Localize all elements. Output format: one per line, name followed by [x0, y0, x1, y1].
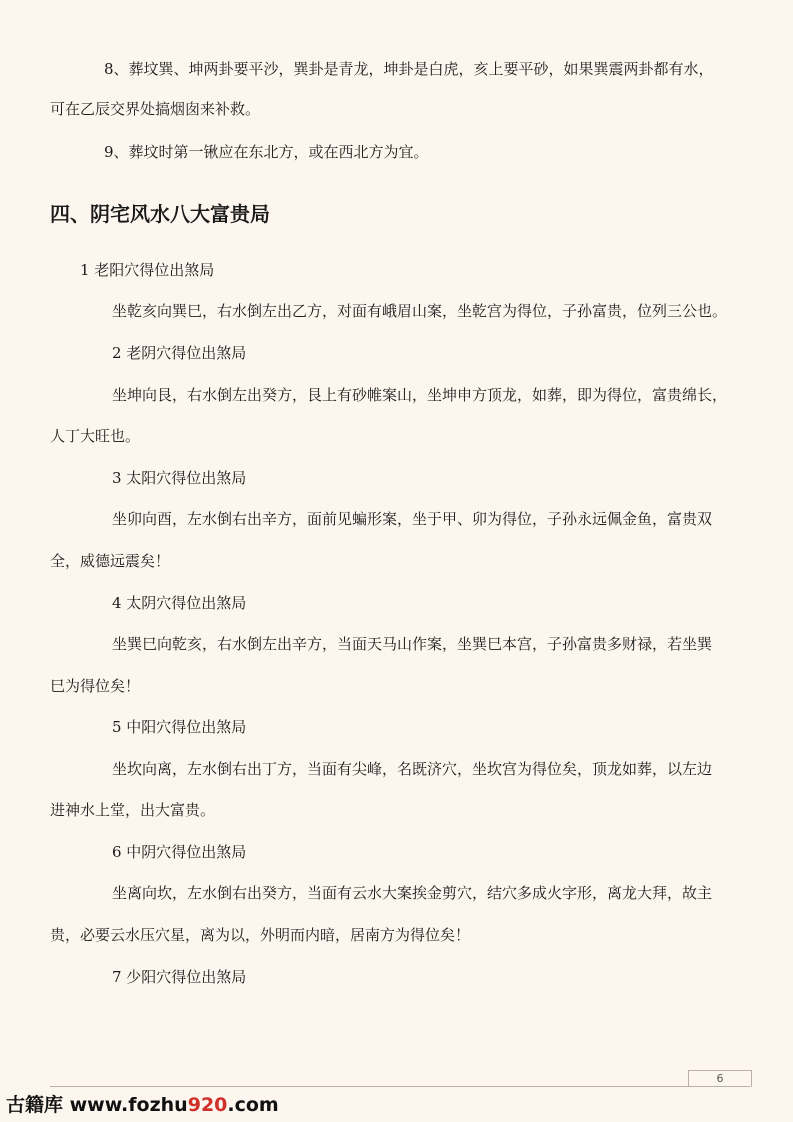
item-6-title: 6 中阴穴得位出煞局 — [112, 843, 247, 861]
item-6-text-1: 坐离向坎，左水倒右出癸方，当面有云水大案挨金剪穴，结穴多成火字形，离龙大拜，故主 — [112, 884, 713, 902]
item-1-title: 1 老阳穴得位出煞局 — [80, 261, 215, 279]
site-watermark — [6, 1090, 279, 1117]
item-5-text-1: 坐坎向离，左水倒右出丁方，当面有尖峰，名既济穴，坐坎宫为得位矣，顶龙如葬，以左边 — [112, 760, 713, 778]
watermark-text: 古籍库 www.fozhu — [6, 1094, 188, 1116]
page-number: 6 — [688, 1070, 752, 1087]
item-7-title: 7 少阳穴得位出煞局 — [112, 968, 247, 986]
item-4-title: 4 太阴穴得位出煞局 — [112, 594, 247, 612]
item-2-title: 2 老阴穴得位出煞局 — [112, 344, 247, 362]
item-2-text-2: 人丁大旺也。 — [50, 427, 141, 445]
item-3-text-2: 全，威德远震矣！ — [50, 552, 171, 570]
watermark-suffix: .com — [227, 1094, 279, 1116]
item-6-text-2: 贵，必要云水压穴星，离为以，外明而内暗，居南方为得位矣！ — [50, 926, 471, 944]
item-1-text: 坐乾亥向巽巳，右水倒左出乙方，对面有峨眉山案，坐乾宫为得位，子孙富贵，位列三公也。 — [112, 302, 728, 320]
section-title: 四、阴宅风水八大富贵局 — [50, 202, 270, 226]
watermark-number: 920 — [187, 1094, 228, 1116]
paragraph-8-line-1: 8、葬坟巽、坤两卦要平沙，巽卦是青龙，坤卦是白虎，亥上要平砂，如果巽震两卦都有水， — [104, 60, 714, 78]
item-2-text-1: 坐坤向艮，右水倒左出癸方，艮上有砂帷案山，坐坤申方顶龙，如葬，即为得位，富贵绵长， — [112, 386, 728, 404]
item-4-text-1: 坐巽巳向乾亥，右水倒左出辛方，当面天马山作案，坐巽巳本宫，子孙富贵多财禄，若坐巽 — [112, 635, 713, 653]
paragraph-8-line-2: 可在乙辰交界处搞烟囱来补救。 — [50, 100, 261, 118]
item-3-title: 3 太阳穴得位出煞局 — [112, 469, 247, 487]
item-4-text-2: 巳为得位矣！ — [50, 677, 141, 695]
item-5-title: 5 中阳穴得位出煞局 — [112, 718, 247, 736]
paragraph-9: 9、葬坟时第一锹应在东北方，或在西北方为宜。 — [104, 143, 429, 161]
item-3-text-1: 坐卯向酉，左水倒右出辛方，面前见蝙形案，坐于甲、卯为得位，子孙永远佩金鱼，富贵双 — [112, 510, 713, 528]
footer-divider — [50, 1086, 750, 1087]
item-5-text-2: 进神水上堂，出大富贵。 — [50, 801, 216, 819]
